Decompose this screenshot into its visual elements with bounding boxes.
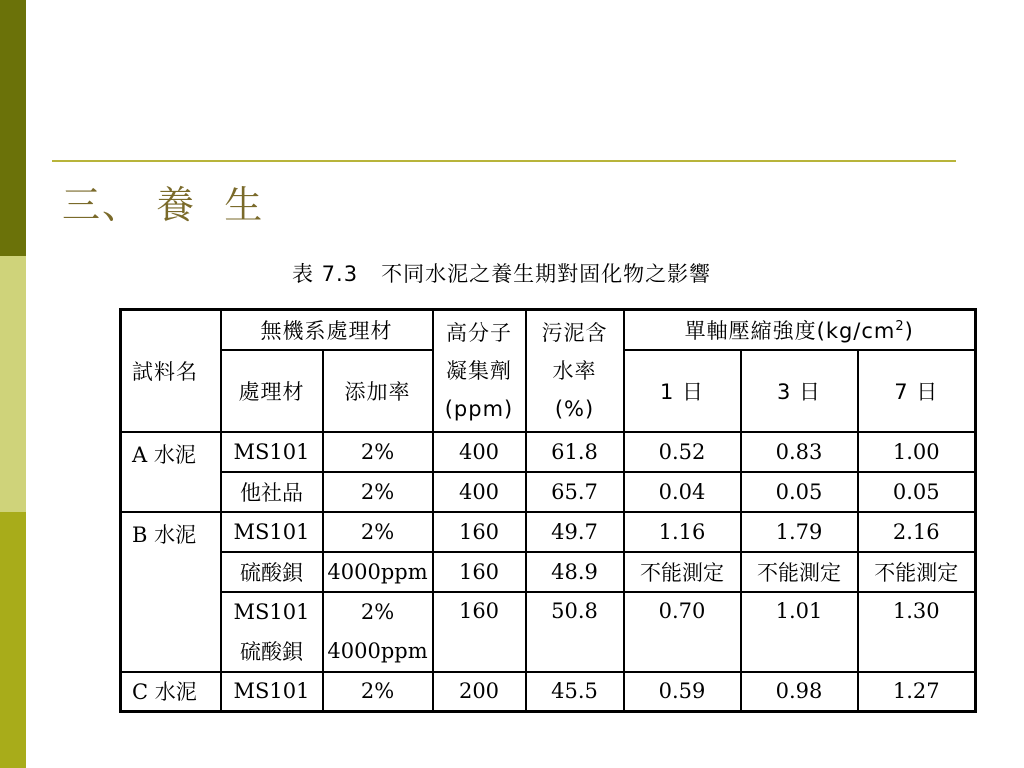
- header-strength-close: ): [904, 318, 914, 343]
- cell-day1: 0.52: [624, 432, 741, 472]
- header-polymer: [433, 310, 526, 432]
- cell-rate: 4000ppm: [323, 632, 433, 672]
- cell-rate: 2%: [323, 592, 433, 632]
- cell-day7: 2.16: [858, 512, 976, 552]
- cell-rate: 2%: [323, 512, 433, 552]
- cell-day3: 0.83: [741, 432, 858, 472]
- cell-day7: 1.30: [858, 592, 976, 672]
- table-row: [121, 592, 976, 632]
- header-treatment-material: 處理材: [221, 350, 323, 432]
- header-sludge-line2: 水率: [552, 358, 597, 383]
- cell-day3: 1.01: [741, 592, 858, 672]
- cell-moisture: 65.7: [526, 472, 624, 512]
- cell-material: MS101: [221, 672, 323, 712]
- cell-material: MS101: [221, 432, 323, 472]
- header-polymer-line3: (ppm): [444, 396, 514, 421]
- table-caption: 表 7.3 不同水泥之養生期對固化物之影響: [292, 262, 712, 286]
- cell-rate: 2%: [323, 472, 433, 512]
- cell-day7: 1.27: [858, 672, 976, 712]
- cell-day1: 0.04: [624, 472, 741, 512]
- table-row: [121, 432, 976, 472]
- cell-material: 硫酸鋇: [221, 552, 323, 592]
- cell-material: 他社品: [221, 472, 323, 512]
- header-inorganic-group: 無機系處理材: [221, 310, 433, 350]
- cell-day3: 0.98: [741, 672, 858, 712]
- header-day1: 1 日: [624, 350, 741, 432]
- cell-day7: 不能測定: [858, 552, 976, 592]
- table-row: [121, 672, 976, 712]
- cell-polymer: 160: [433, 552, 526, 592]
- cell-moisture: 49.7: [526, 512, 624, 552]
- cell-day1: 不能測定: [624, 552, 741, 592]
- table-row: [121, 512, 976, 552]
- cell-moisture: 45.5: [526, 672, 624, 712]
- header-sludge-moisture: [526, 310, 624, 432]
- cell-day1: 1.16: [624, 512, 741, 552]
- table-row: [121, 472, 976, 512]
- left-accent-bar-bottom: [0, 512, 26, 768]
- cell-day3: 1.79: [741, 512, 858, 552]
- slide-title: 三、 養 生: [62, 183, 265, 227]
- results-table: [119, 308, 977, 713]
- header-day3: 3 日: [741, 350, 858, 432]
- cell-polymer: 400: [433, 432, 526, 472]
- header-polymer-line2: 凝集劑: [446, 358, 512, 383]
- left-accent-bar-middle: [0, 256, 26, 512]
- cell-day7: 0.05: [858, 472, 976, 512]
- header-addition-rate: 添加率: [323, 350, 433, 432]
- header-day7: 7 日: [858, 350, 976, 432]
- cell-sample: B 水泥: [121, 512, 221, 672]
- cell-polymer: 200: [433, 672, 526, 712]
- cell-rate: 4000ppm: [323, 552, 433, 592]
- cell-day3: 0.05: [741, 472, 858, 512]
- title-divider: [52, 160, 956, 162]
- header-sludge-line1: 污泥含: [541, 320, 608, 345]
- left-accent-bar-top: [0, 0, 26, 256]
- header-sludge-line3: (%): [554, 396, 595, 421]
- header-row-1: [121, 310, 976, 350]
- cell-polymer: 160: [433, 592, 526, 672]
- header-sample-name: 試料名: [121, 310, 221, 432]
- header-strength-text: 單軸壓縮強度(kg/cm: [684, 318, 896, 343]
- cell-polymer: 160: [433, 512, 526, 552]
- cell-day1: 0.70: [624, 592, 741, 672]
- header-strength-group: [624, 310, 976, 350]
- table-row: [121, 552, 976, 592]
- cell-material: MS101: [221, 512, 323, 552]
- cell-sample: A 水泥: [121, 432, 221, 512]
- cell-day7: 1.00: [858, 432, 976, 472]
- cell-polymer: 400: [433, 472, 526, 512]
- cell-day1: 0.59: [624, 672, 741, 712]
- cell-material: 硫酸鋇: [221, 632, 323, 672]
- cell-moisture: 48.9: [526, 552, 624, 592]
- cell-moisture: 50.8: [526, 592, 624, 672]
- cell-rate: 2%: [323, 432, 433, 472]
- cell-moisture: 61.8: [526, 432, 624, 472]
- header-strength-sup: 2: [895, 318, 905, 334]
- cell-rate: 2%: [323, 672, 433, 712]
- cell-sample: C 水泥: [121, 672, 221, 712]
- cell-material: MS101: [221, 592, 323, 632]
- cell-day3: 不能測定: [741, 552, 858, 592]
- header-polymer-line1: 高分子: [446, 320, 512, 345]
